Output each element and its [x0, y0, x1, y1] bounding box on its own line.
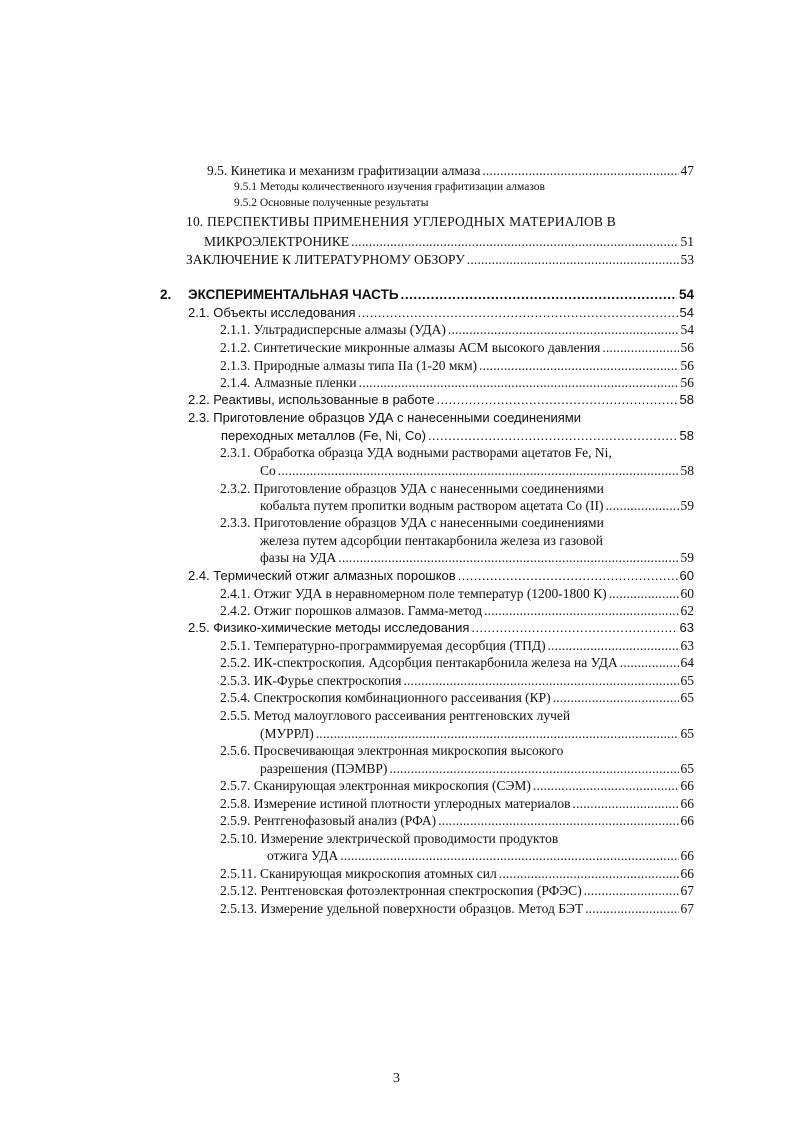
toc-page-number: 54 — [678, 287, 694, 302]
toc-page-number: 60 — [680, 586, 694, 601]
toc-entry-10-line1[interactable]: 10. ПЕРСПЕКТИВЫ ПРИМЕНЕНИЯ УГЛЕРОДНЫХ МАТЕРИАЛОВ В — [186, 214, 616, 229]
toc-page-number: 62 — [680, 603, 694, 618]
leader-dots — [548, 639, 679, 653]
toc-entry-2-5-2[interactable] — [220, 656, 694, 670]
toc-page-number: 65 — [680, 726, 694, 741]
leader-dots — [609, 587, 679, 601]
toc-entry-2-5[interactable] — [188, 621, 694, 634]
toc-entry-label: 2.4.2. Отжиг порошков алмазов. Гамма-метод — [220, 603, 483, 618]
leader-dots — [584, 884, 679, 898]
toc-entry-label: Co — [260, 463, 276, 478]
toc-page-number: 58 — [679, 428, 694, 443]
toc-entry-2-4-1[interactable] — [220, 587, 694, 601]
leader-dots — [533, 779, 679, 793]
leader-dots — [602, 341, 678, 355]
leader-dots — [553, 691, 679, 705]
leader-dots — [359, 376, 679, 390]
toc-entry-label: 2.5.4. Спектроскопия комбинационного рассеивания (КР) — [220, 690, 551, 705]
toc-page-number: 47 — [680, 163, 694, 178]
toc-entry-2-5-10-line1[interactable]: 2.5.10. Измерение электрической проводимости продуктов — [220, 831, 559, 846]
toc-page-number: 56 — [680, 375, 694, 390]
toc-page-number: 66 — [680, 796, 694, 811]
toc-entry-2-3-1-line1[interactable]: 2.3.1. Обработка образца УДА водными растворами ацетатов Fe, Ni, — [220, 445, 612, 460]
leader-dots — [605, 499, 678, 513]
leader-dots — [585, 902, 678, 916]
toc-entry-2-5-7[interactable] — [220, 779, 694, 793]
toc-entry-label: разрешения (ПЭМВР) — [260, 761, 388, 776]
toc-entry-2-5-12[interactable] — [220, 884, 694, 898]
leader-dots — [467, 253, 679, 267]
toc-entry-2-4[interactable] — [188, 569, 694, 582]
toc-entry-2-1-1[interactable] — [220, 323, 694, 337]
toc-entry-2-1-4[interactable] — [220, 376, 694, 390]
toc-entry-chapter-2[interactable] — [188, 288, 694, 302]
leader-dots — [401, 288, 677, 302]
toc-entry-label: 2.5.12. Рентгеновская фотоэлектронная спектроскопия (РФЭС) — [220, 883, 582, 898]
toc-entry-9-5-2[interactable]: 9.5.2 Основные полученные результаты — [234, 197, 429, 209]
toc-entry-label: 2.5.9. Рентгенофазовый анализ (РФА) — [220, 813, 437, 828]
leader-dots — [438, 814, 678, 828]
toc-page-number: 66 — [680, 778, 694, 793]
leader-dots — [278, 464, 679, 478]
toc-entry-label: ЭКСПЕРИМЕНТАЛЬНАЯ ЧАСТЬ — [188, 287, 399, 302]
toc-page-number: 63 — [680, 638, 694, 653]
toc-entry-2-5-8[interactable] — [220, 797, 694, 811]
toc-entry-label: 2.5.7. Сканирующая электронная микроскопия (СЭМ) — [220, 778, 531, 793]
toc-entry-2-5-10[interactable] — [267, 849, 694, 863]
leader-dots — [428, 429, 678, 442]
toc-entry-9-5[interactable] — [207, 164, 694, 178]
toc-page-number: 59 — [680, 498, 694, 513]
toc-entry-9-5-1[interactable]: 9.5.1 Методы количественного изучения графитизации алмазов — [234, 181, 545, 193]
toc-entry-2-1-2[interactable] — [220, 341, 694, 355]
toc-page-number: 67 — [680, 883, 694, 898]
toc-entry-2-5-6[interactable] — [260, 762, 694, 776]
leader-dots — [351, 235, 678, 249]
leader-dots — [482, 164, 678, 178]
toc-entry-2-5-1[interactable] — [220, 639, 694, 653]
toc-entry-label: 2.1.2. Синтетические микронные алмазы АСМ высокого давления — [220, 340, 601, 355]
leader-dots — [499, 867, 679, 881]
toc-entry-2-3-3-line2[interactable]: железа путем адсорбции пентакарбонила железа из газовой — [260, 533, 604, 548]
toc-page-number: 65 — [680, 673, 694, 688]
toc-entry-label: переходных металлов (Fe, Ni, Co) — [221, 428, 426, 443]
toc-entry-conclusion[interactable] — [186, 253, 694, 267]
toc-entry-label: 2.5.13. Измерение удельной поверхности образцов. Метод БЭТ — [220, 901, 584, 916]
toc-page-number: 64 — [680, 655, 694, 670]
leader-dots — [458, 569, 678, 582]
page-number: 3 — [393, 1071, 400, 1086]
leader-dots — [484, 604, 678, 618]
toc-page-number: 65 — [680, 690, 694, 705]
toc-entry-label: 2.1.3. Природные алмазы типа IIa (1-20 мкм) — [220, 358, 478, 373]
toc-entry-2-5-4[interactable] — [220, 691, 694, 705]
toc-entry-label: МИКРОЭЛЕКТРОНИКЕ — [204, 234, 350, 249]
toc-entry-2-5-6-line1[interactable]: 2.5.6. Просвечивающая электронная микроскопия высокого — [220, 743, 564, 758]
leader-dots — [403, 674, 678, 688]
leader-dots — [358, 306, 678, 319]
toc-entry-label: 2.1.4. Алмазные пленки — [220, 375, 357, 390]
toc-entry-2-3-3[interactable] — [260, 551, 694, 565]
toc-entry-label: 9.5. Кинетика и механизм графитизации алмаза — [207, 163, 481, 178]
toc-entry-label: 2.4. Термический отжиг алмазных порошков — [188, 568, 456, 583]
leader-dots — [479, 359, 678, 373]
toc-entry-2-5-3[interactable] — [220, 674, 694, 688]
toc-entry-label: кобальта путем пропитки водным раствором ацетата Co (II) — [260, 498, 604, 513]
toc-entry-2-4-2[interactable] — [220, 604, 694, 618]
toc-page-number: 63 — [679, 620, 694, 635]
toc-entry-2-3-2[interactable] — [260, 499, 694, 513]
toc-page-number: 54 — [680, 322, 694, 337]
toc-page-number: 58 — [679, 392, 694, 407]
toc-chapter-number: 2. — [160, 287, 172, 302]
toc-entry-2-1-3[interactable] — [220, 359, 694, 373]
toc-entry-2-5-13[interactable] — [220, 902, 694, 916]
toc-entry-10[interactable] — [204, 235, 694, 249]
toc-page-number: 56 — [680, 340, 694, 355]
toc-entry-label: 2.5.8. Измерение истиной плотности углеродных материалов — [220, 796, 571, 811]
toc-page-number: 66 — [680, 848, 694, 863]
toc-entry-label: ЗАКЛЮЧЕНИЕ К ЛИТЕРАТУРНОМУ ОБЗОРУ — [186, 252, 465, 267]
toc-entry-label: 2.5.1. Температурно-программируемая десорбция (ТПД) — [220, 638, 546, 653]
toc-entry-label: 2.5. Физико-химические методы исследования — [188, 620, 470, 635]
toc-page-number: 58 — [680, 463, 694, 478]
leader-dots — [620, 656, 679, 670]
leader-dots — [338, 551, 678, 565]
toc-entry-label: 2.2. Реактивы, использованные в работе — [188, 392, 435, 407]
leader-dots — [389, 762, 678, 776]
toc-entry-label: (МУРРЛ) — [260, 726, 314, 741]
toc-entry-2-5-5[interactable] — [260, 727, 694, 741]
toc-entry-label: 2.4.1. Отжиг УДА в неравномерном поле температур (1200-1800 К) — [220, 586, 607, 601]
toc-entry-2-3-3-line1[interactable]: 2.3.3. Приготовление образцов УДА с нанесенными соединениями — [220, 515, 604, 530]
toc-page-number: 60 — [679, 568, 694, 583]
toc-page-number: 66 — [680, 866, 694, 881]
toc-page-number: 59 — [680, 550, 694, 565]
toc-entry-2-2[interactable] — [188, 393, 694, 406]
toc-entry-2-3-1[interactable] — [260, 464, 694, 478]
toc-entry-2-5-9[interactable] — [220, 814, 694, 828]
leader-dots — [340, 849, 678, 863]
toc-entry-label: 2.5.11. Сканирующая микроскопия атомных сил — [220, 866, 497, 881]
toc-entry-label: 2.5.2. ИК-спектроскопия. Адсорбция пентакарбонила железа на УДА — [220, 655, 618, 670]
toc-entry-2-5-5-line1[interactable]: 2.5.5. Метод малоуглового рассеивания рентгеновских лучей — [220, 708, 571, 723]
leader-dots — [316, 727, 679, 741]
toc-entry-2-3[interactable] — [221, 429, 694, 442]
toc-page-number: 51 — [680, 234, 694, 249]
toc-page-number: 66 — [680, 813, 694, 828]
toc-page-number: 67 — [680, 901, 694, 916]
toc-page-number: 54 — [679, 305, 694, 320]
toc-page-number: 56 — [680, 358, 694, 373]
toc-page-number: 53 — [680, 252, 694, 267]
toc-entry-2-3-2-line1[interactable]: 2.3.2. Приготовление образцов УДА с нанесенными соединениями — [220, 481, 604, 496]
leader-dots — [471, 621, 677, 634]
toc-entry-label: 2.5.3. ИК-Фурье спектроскопия — [220, 673, 402, 688]
toc-entry-label: отжига УДА — [267, 848, 339, 863]
toc-page-number: 65 — [680, 761, 694, 776]
toc-entry-label: фазы на УДА — [260, 550, 337, 565]
leader-dots — [436, 393, 677, 406]
toc-entry-label: 2.1.1. Ультрадисперсные алмазы (УДА) — [220, 322, 446, 337]
toc-entry-2-3-line1[interactable]: 2.3. Приготовление образцов УДА с нанесенными соединениями — [188, 410, 581, 425]
toc-entry-2-5-11[interactable] — [220, 867, 694, 881]
leader-dots — [448, 323, 679, 337]
toc-entry-2-1[interactable] — [188, 306, 694, 319]
toc-entry-label: 2.1. Объекты исследования — [188, 305, 356, 320]
leader-dots — [573, 797, 679, 811]
